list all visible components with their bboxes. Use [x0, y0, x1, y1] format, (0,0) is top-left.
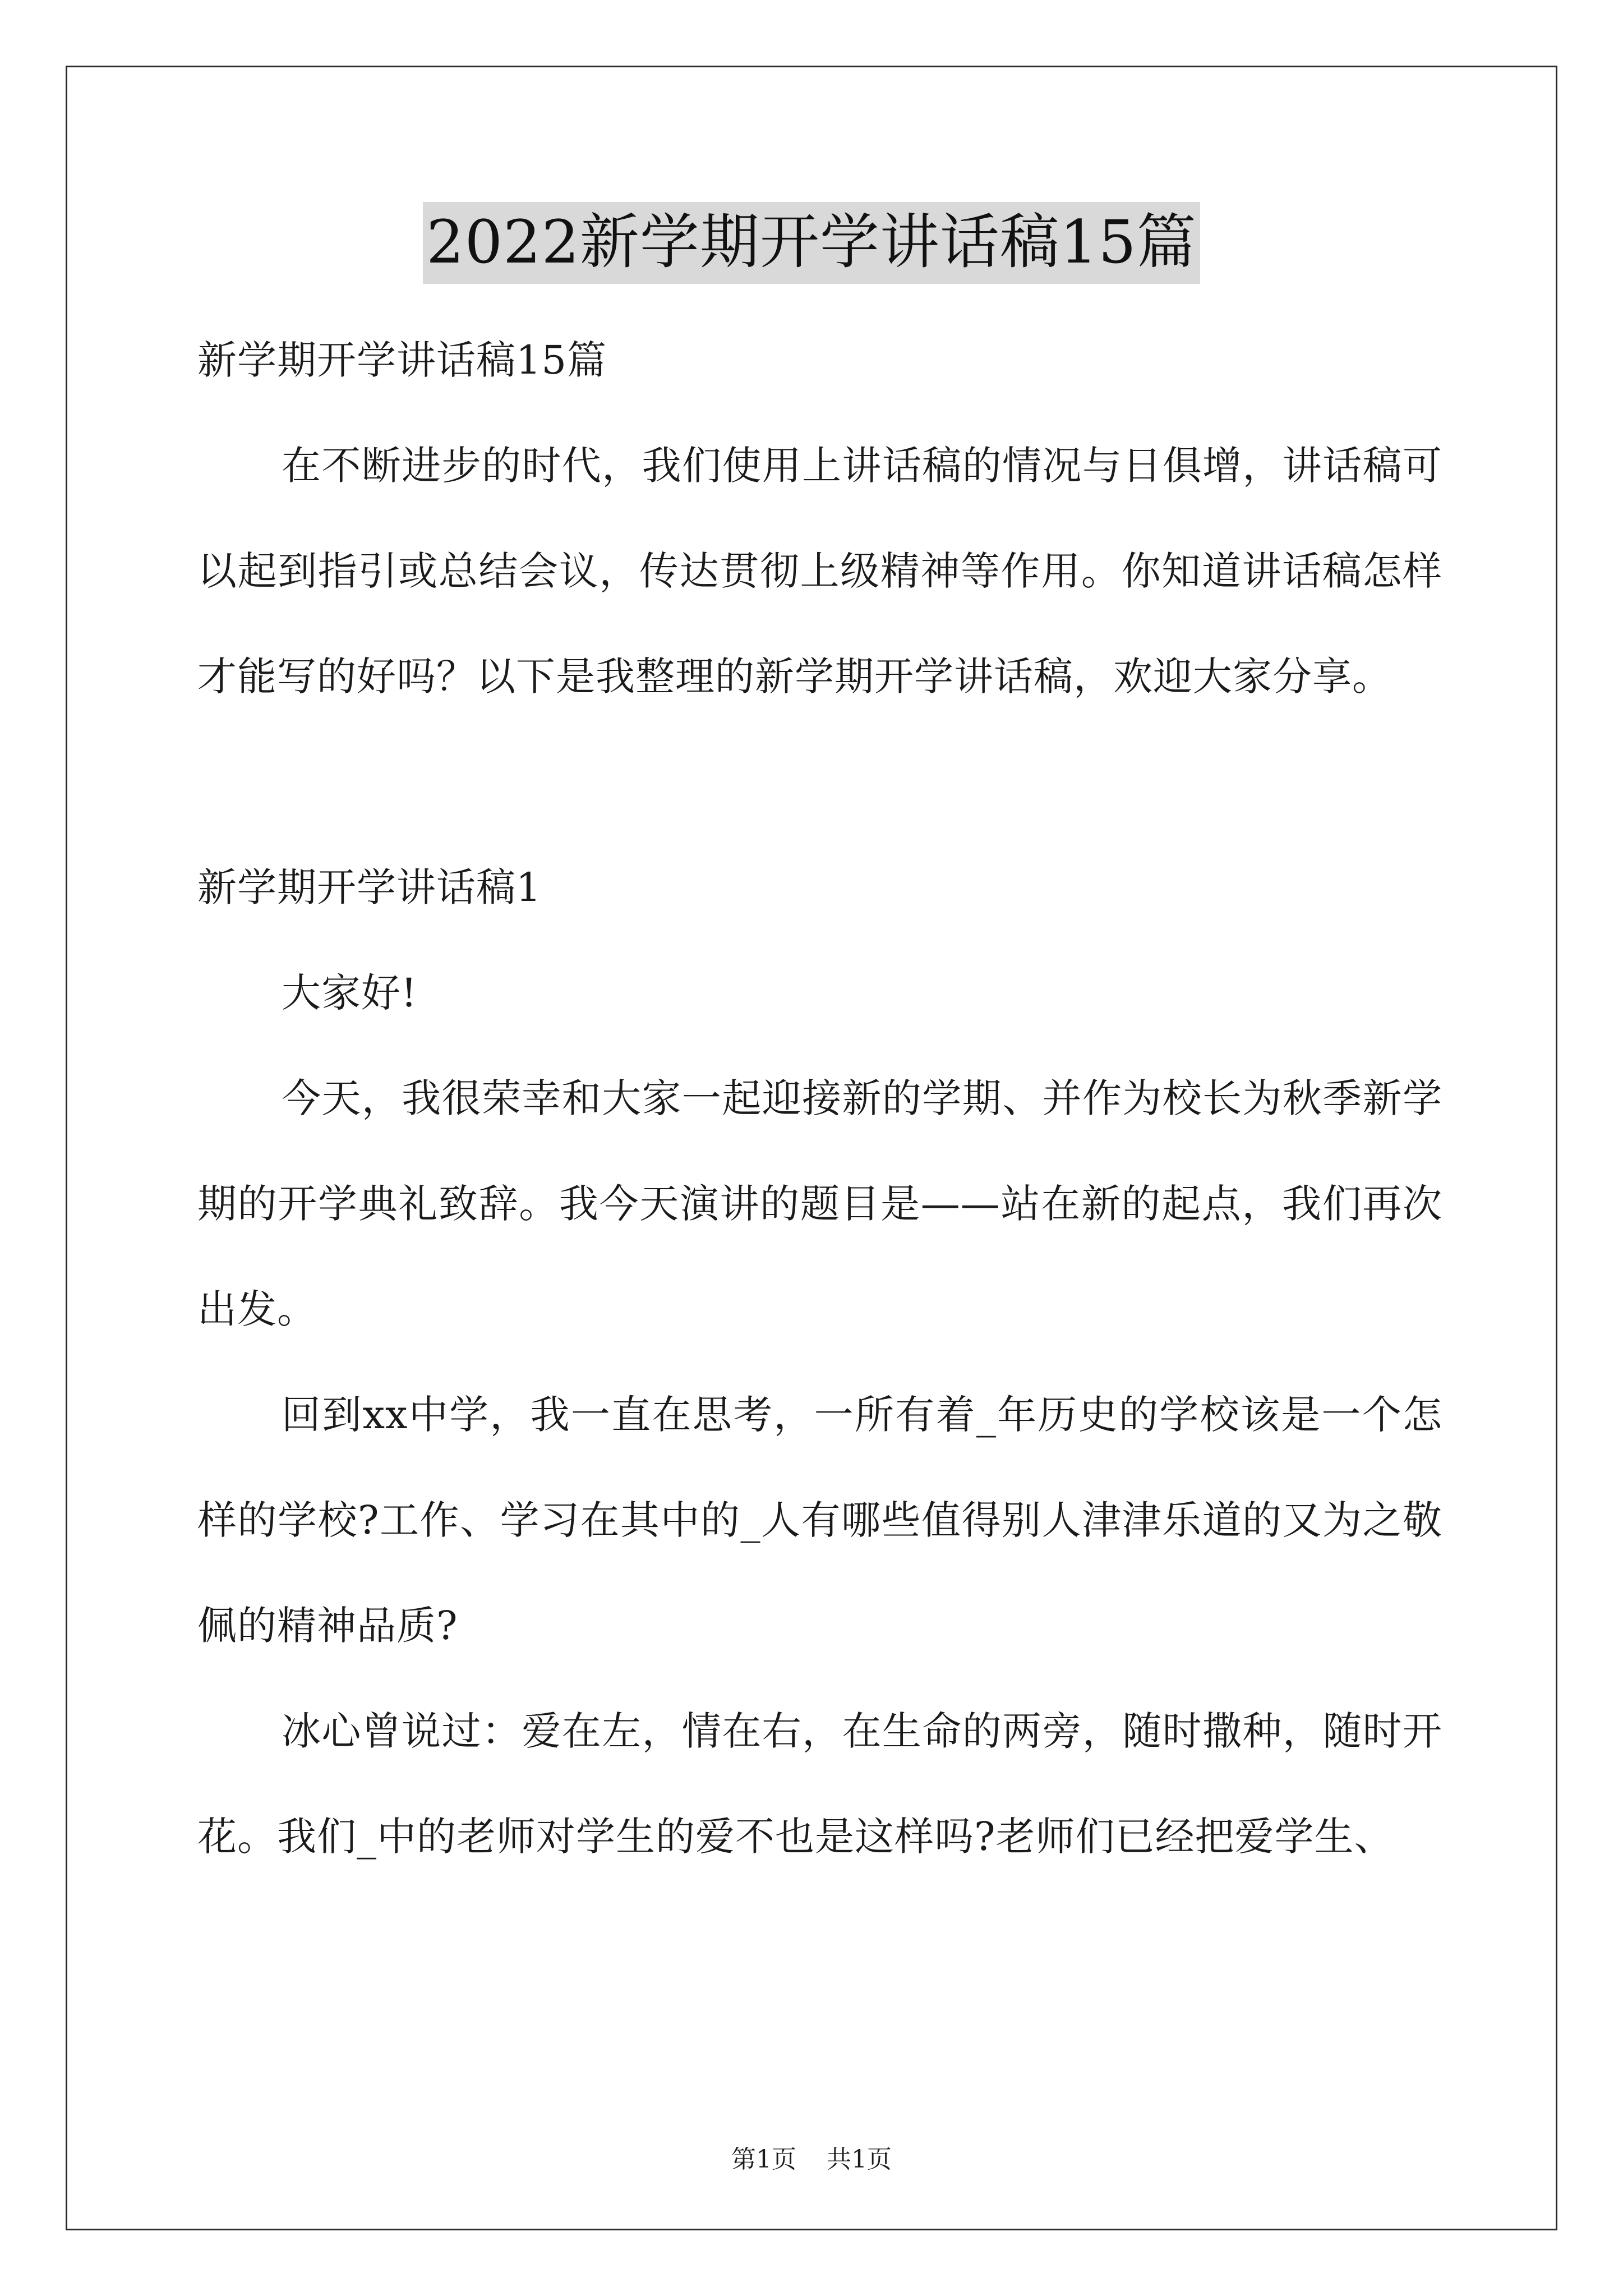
paragraph: 回到xx中学，我一直在思考，一所有着_年历史的学校该是一个怎样的学校?工作、学习在其中的_人有哪些值得别人津津乐道的又为之敬佩的精神品质? [197, 1392, 1442, 1649]
paragraph: 新学期开学讲话稿1 [197, 864, 542, 910]
page-footer [0, 2143, 1623, 2177]
paragraph: 在不断进步的时代，我们使用上讲话稿的情况与日俱增，讲话稿可以起到指引或总结会议，传达贯彻上级精神等作用。你知道讲话稿怎样才能写的好吗？以下是我整理的新学期开学讲话稿，欢迎大家分享。 [197, 443, 1442, 700]
page-number-current: 第1页 [731, 2145, 796, 2174]
document-title: 2022新学期开学讲话稿15篇 [423, 202, 1200, 284]
paragraph: 大家好! [282, 970, 418, 1016]
page-number-total: 共1页 [827, 2145, 892, 2174]
paragraph: 今天，我很荣幸和大家一起迎接新的学期、并作为校长为秋季新学期的开学典礼致辞。我今天演讲的题目是——站在新的起点，我们再次出发。 [197, 1075, 1442, 1332]
paragraph: 新学期开学讲话稿15篇 [197, 337, 607, 383]
paragraph: 冰心曾说过：爱在左，情在右，在生命的两旁，随时撒种，随时开花。我们_中的老师对学生的爱不也是这样吗?老师们已经把爱学生、 [197, 1708, 1442, 1860]
document-body [197, 307, 1442, 1889]
title-container [0, 202, 1623, 284]
